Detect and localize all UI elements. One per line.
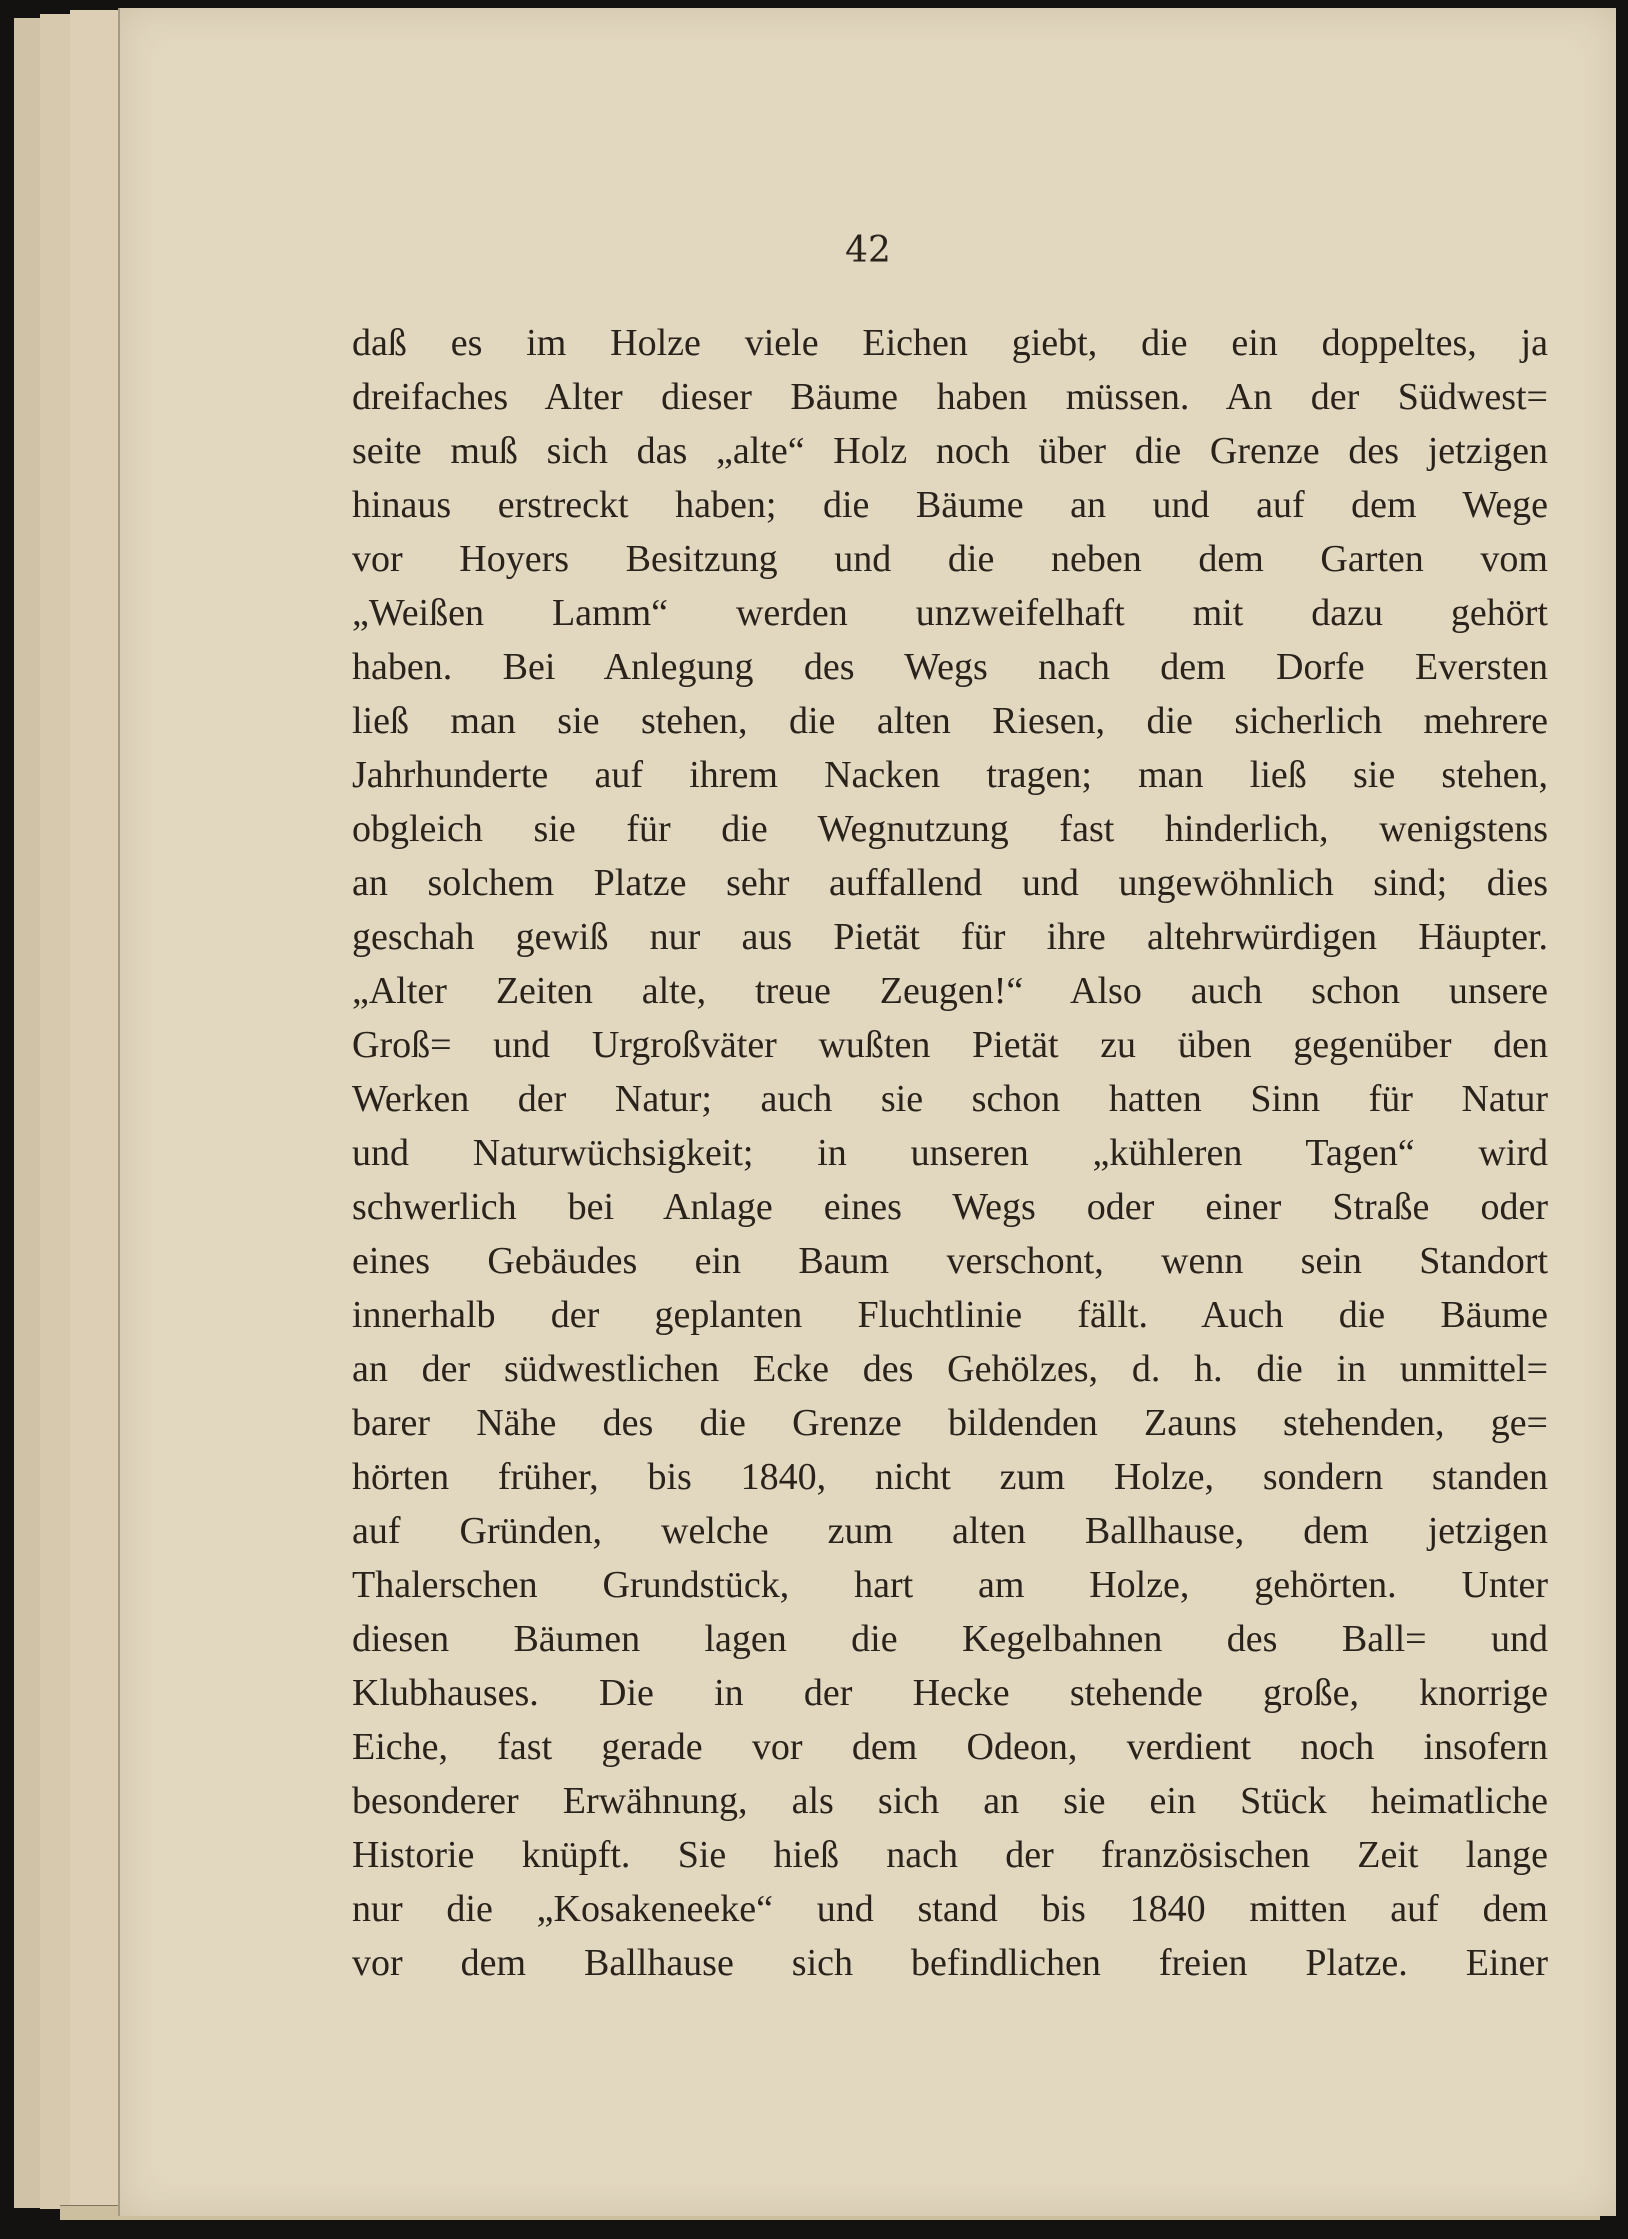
text-line: vor Hoyers Besitzung und die neben dem Garten vom (352, 538, 1548, 580)
text-line: besonderer Erwähnung, als sich an sie ein Stück heimatliche (352, 1780, 1548, 1822)
body-text (352, 316, 1548, 1990)
text-line: haben. Bei Anlegung des Wegs nach dem Dorfe Eversten (352, 646, 1548, 688)
text-line: eines Gebäudes ein Baum verschont, wenn sein Standort (352, 1240, 1548, 1282)
text-line: seite muß sich das „alte“ Holz noch über die Grenze des jetzigen (352, 430, 1548, 472)
text-line: Eiche, fast gerade vor dem Odeon, verdient noch insofern (352, 1726, 1548, 1768)
text-line: Werken der Natur; auch sie schon hatten Sinn für Natur (352, 1078, 1548, 1120)
text-line: schwerlich bei Anlage eines Wegs oder einer Straße oder (352, 1186, 1548, 1228)
text-line: dreifaches Alter dieser Bäume haben müssen. An der Südwest= (352, 376, 1548, 418)
text-line: vor dem Ballhause sich befindlichen freien Platze. Einer (352, 1942, 1548, 1984)
text-line: Historie knüpft. Sie hieß nach der französischen Zeit lange (352, 1834, 1548, 1876)
text-line: geschah gewiß nur aus Pietät für ihre altehrwürdigen Häupter. (352, 916, 1548, 958)
text-line: daß es im Holze viele Eichen giebt, die ein doppeltes, ja (352, 322, 1548, 364)
text-line: diesen Bäumen lagen die Kegelbahnen des Ball= und (352, 1618, 1548, 1660)
text-line: und Naturwüchsigkeit; in unseren „kühleren Tagen“ wird (352, 1132, 1548, 1174)
text-line: obgleich sie für die Wegnutzung fast hinderlich, wenigstens (352, 808, 1548, 850)
text-line: an der südwestlichen Ecke des Gehölzes, d. h. die in unmittel= (352, 1348, 1548, 1390)
text-line: Jahrhunderte auf ihrem Nacken tragen; man ließ sie stehen, (352, 754, 1548, 796)
text-line: auf Gründen, welche zum alten Ballhause, dem jetzigen (352, 1510, 1548, 1552)
text-line: „Alter Zeiten alte, treue Zeugen!“ Also auch schon unsere (352, 970, 1548, 1012)
page-number: 42 (845, 230, 891, 271)
text-line: barer Nähe des die Grenze bildenden Zauns stehenden, ge= (352, 1402, 1548, 1444)
book-page (118, 8, 1616, 2216)
text-line: Klubhauses. Die in der Hecke stehende große, knorrige (352, 1672, 1548, 1714)
text-line: innerhalb der geplanten Fluchtlinie fällt. Auch die Bäume (352, 1294, 1548, 1336)
text-line: nur die „Kosakeneeke“ und stand bis 1840 mitten auf dem (352, 1888, 1548, 1930)
text-line: „Weißen Lamm“ werden unzweifelhaft mit dazu gehört (352, 592, 1548, 634)
text-line: Thalerschen Grundstück, hart am Holze, gehörten. Unter (352, 1564, 1548, 1606)
text-line: hörten früher, bis 1840, nicht zum Holze, sondern standen (352, 1456, 1548, 1498)
text-line: an solchem Platze sehr auffallend und ungewöhnlich sind; dies (352, 862, 1548, 904)
text-line: hinaus erstreckt haben; die Bäume an und auf dem Wege (352, 484, 1548, 526)
text-line: ließ man sie stehen, die alten Riesen, die sicherlich mehrere (352, 700, 1548, 742)
text-line: Groß= und Urgroßväter wußten Pietät zu üben gegenüber den (352, 1024, 1548, 1066)
